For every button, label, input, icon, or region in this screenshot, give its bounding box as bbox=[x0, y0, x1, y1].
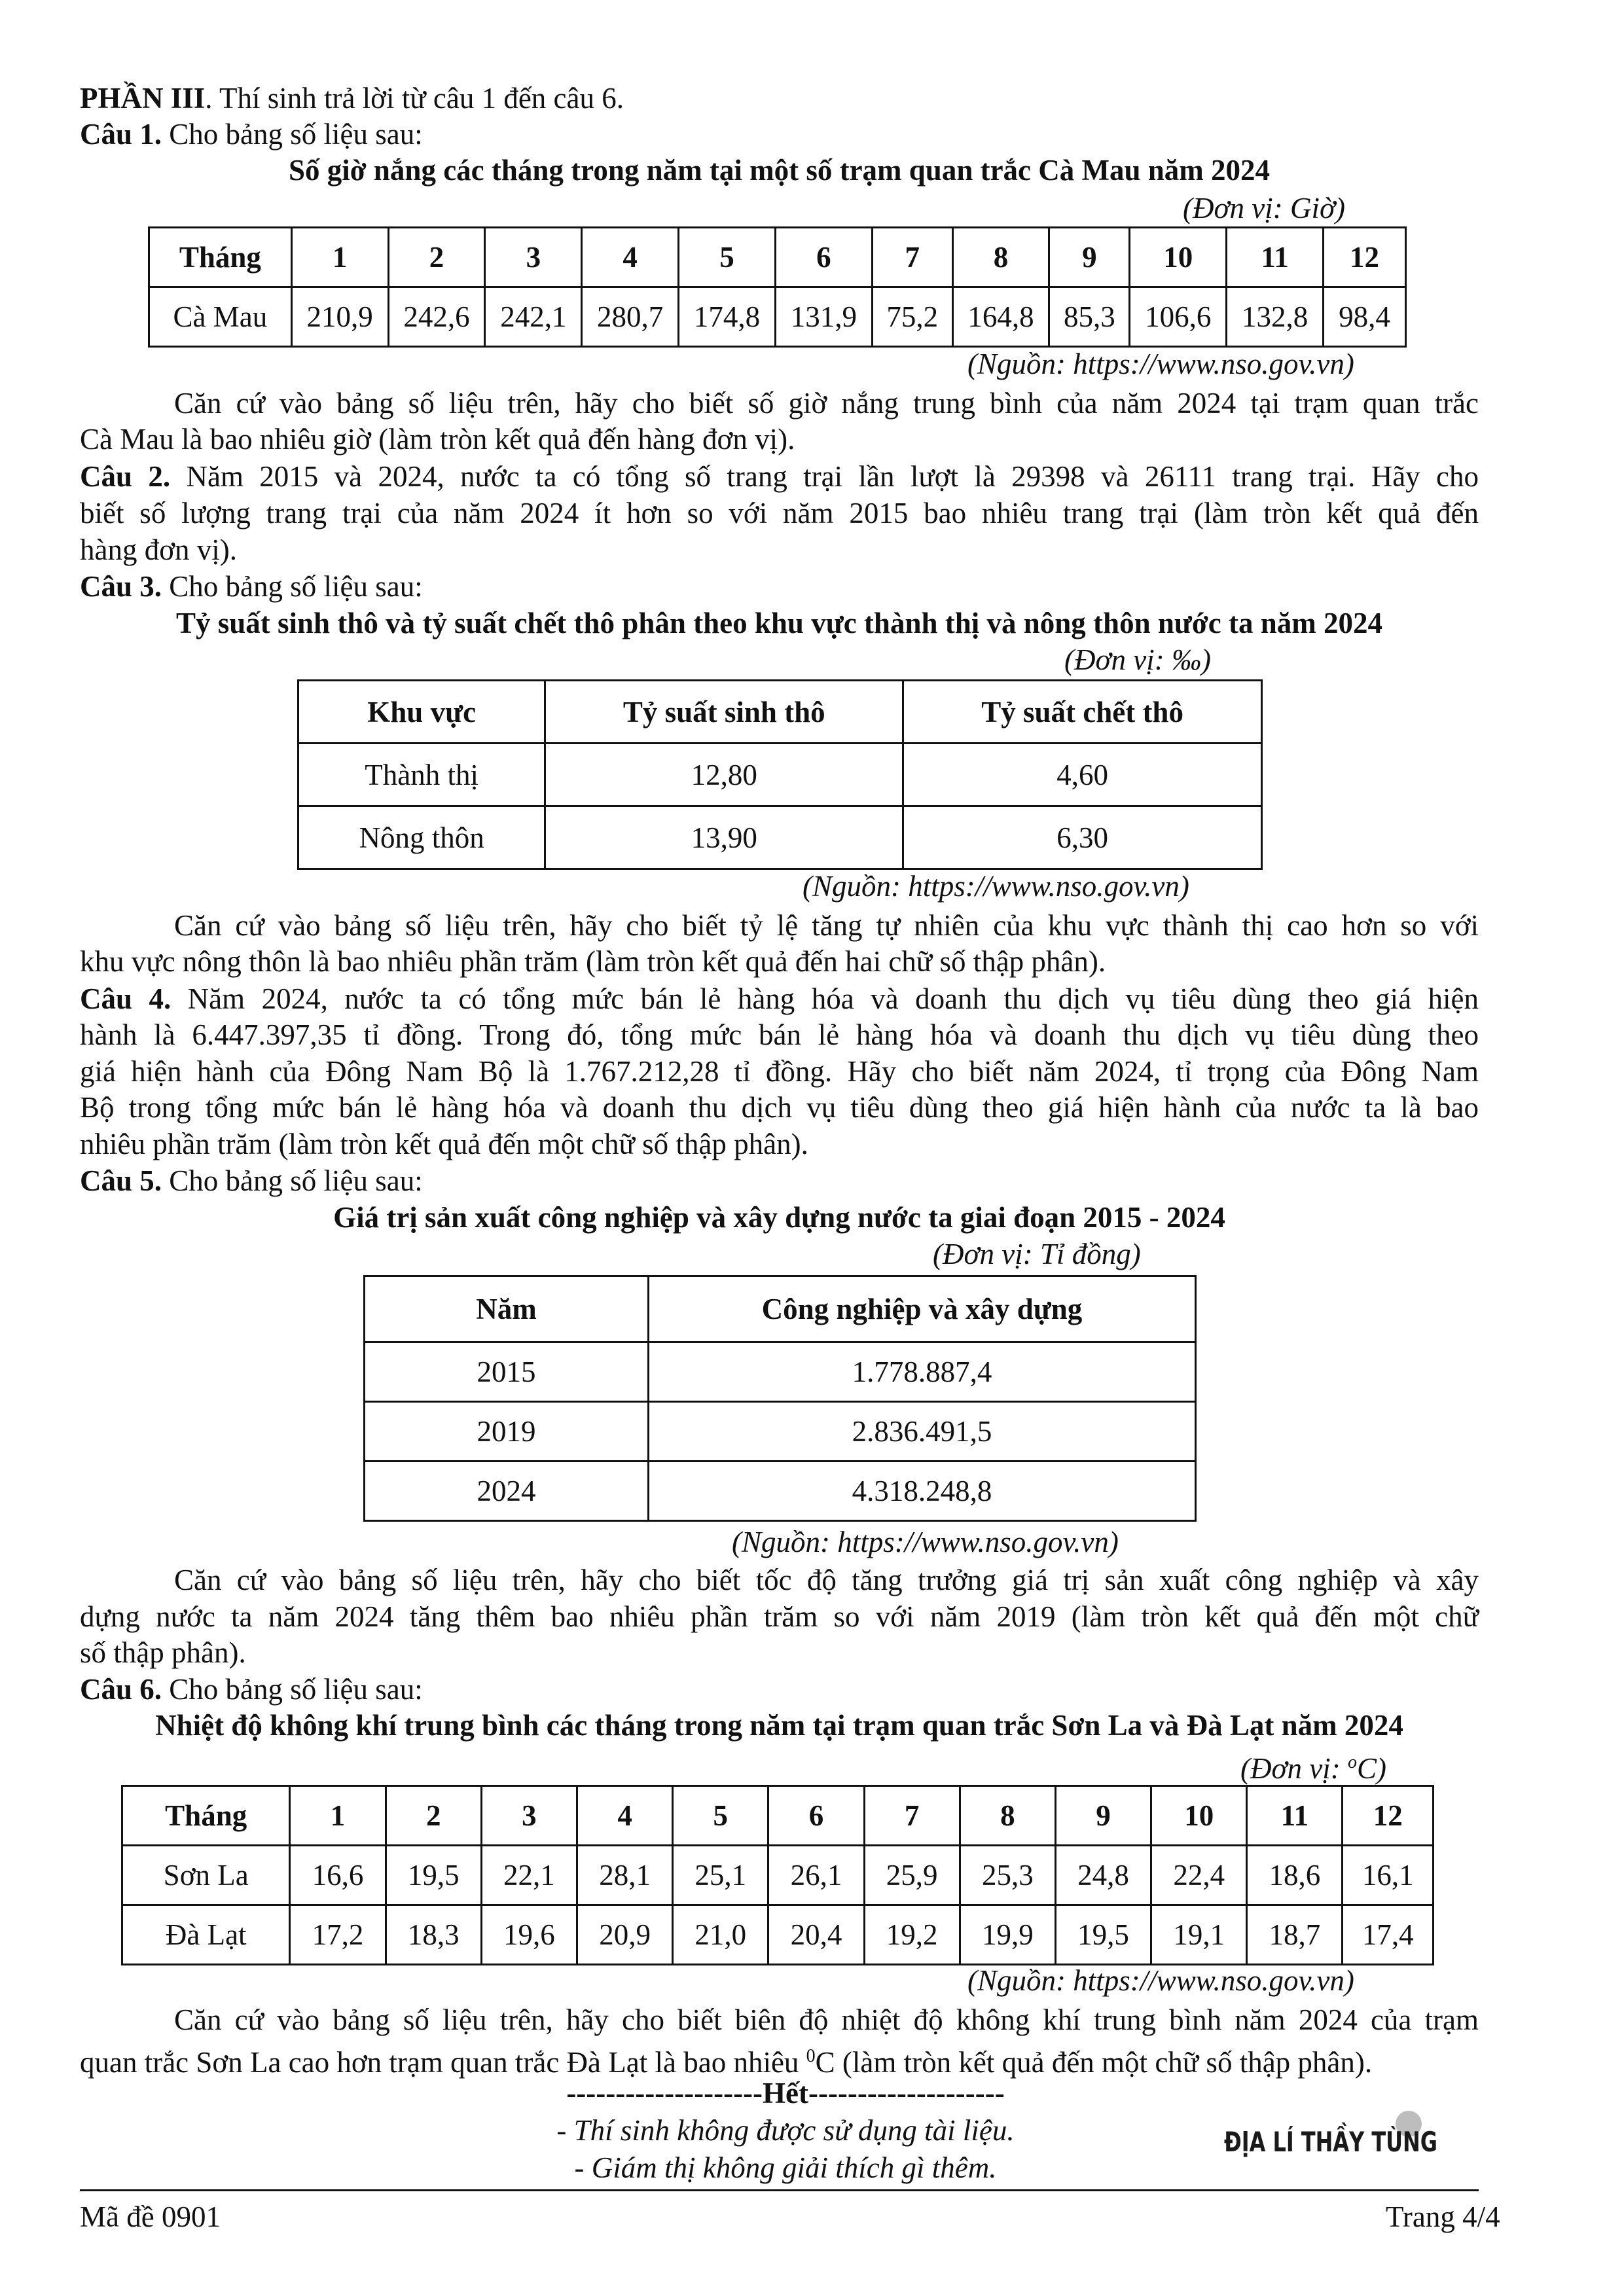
table-header-cell: 3 bbox=[481, 1786, 577, 1846]
question-4-line-1 bbox=[80, 980, 1479, 1017]
table-header-cell: Công nghiệp và xây dựng bbox=[648, 1276, 1195, 1342]
table-header-cell: 11 bbox=[1227, 228, 1324, 287]
table-cell: 18,3 bbox=[386, 1905, 481, 1965]
table-row bbox=[365, 1462, 1196, 1521]
table-header-cell: 4 bbox=[577, 1786, 672, 1846]
table-cell: Cà Mau bbox=[149, 287, 292, 347]
table-header-cell: Tỷ suất sinh thô bbox=[545, 681, 903, 744]
table-header-cell: 12 bbox=[1324, 228, 1406, 287]
table-3-header-row bbox=[298, 681, 1262, 744]
question-5-label: Câu 5. bbox=[80, 1164, 162, 1197]
table-cell: 18,7 bbox=[1247, 1905, 1343, 1965]
table-cell: 12,80 bbox=[545, 744, 903, 806]
table-header-cell: 10 bbox=[1151, 1786, 1247, 1846]
table-cell: 25,1 bbox=[673, 1846, 768, 1905]
question-5-text-line-1: Căn cứ vào bảng số liệu trên, hãy cho biết tốc độ tăng trưởng giá trị sản xuất công nghiệp và xây bbox=[174, 1564, 1479, 1596]
question-6-text-line-1: Căn cứ vào bảng số liệu trên, hãy cho biết biên độ nhiệt độ không khí trung bình năm 2024 của trạm bbox=[174, 2003, 1479, 2036]
table-header-cell: 6 bbox=[768, 1786, 864, 1846]
table-header-cell: 8 bbox=[960, 1786, 1055, 1846]
question-6-text: quan trắc Sơn La cao hơn trạm quan trắc Đà Lạt là bao nhiêu bbox=[80, 2046, 806, 2079]
table-cell: 19,6 bbox=[481, 1905, 577, 1965]
table-cell: 16,1 bbox=[1343, 1846, 1434, 1905]
table-5-title: Giá trị sản xuất công nghiệp và xây dựng nước ta giai đoạn 2015 - 2024 bbox=[333, 1201, 1225, 1234]
table-cell: Nông thôn bbox=[298, 806, 545, 869]
table-cell: 2015 bbox=[365, 1342, 649, 1402]
question-1-text-line-2: Cà Mau là bao nhiêu giờ (làm tròn kết quả đến hàng đơn vị). bbox=[80, 423, 795, 456]
question-6-intro bbox=[80, 1671, 423, 1708]
table-cell: 75,2 bbox=[872, 287, 952, 347]
question-4-line-2: hành là 6.447.397,35 tỉ đồng. Trong đó, tổng mức bán lẻ hàng hóa và doanh thu dịch vụ tiêu dùng theo bbox=[80, 1018, 1479, 1051]
table-header-cell: Khu vực bbox=[298, 681, 545, 744]
table-row bbox=[149, 287, 1406, 347]
table-header-cell: 12 bbox=[1343, 1786, 1434, 1846]
table-header-cell: 2 bbox=[388, 228, 485, 287]
exam-code: Mã đề 0901 bbox=[80, 2200, 221, 2233]
table-header-cell: 4 bbox=[582, 228, 679, 287]
degree-mark: 0 bbox=[806, 2046, 816, 2066]
part-header bbox=[80, 80, 624, 117]
question-3-text-line-2: khu vực nông thôn là bao nhiêu phần trăm (làm tròn kết quả đến hai chữ số thập phân). bbox=[80, 945, 1106, 978]
table-5-header-row bbox=[365, 1276, 1196, 1342]
table-cell: 242,1 bbox=[485, 287, 582, 347]
table-cell: 25,9 bbox=[864, 1846, 960, 1905]
table-1-title: Số giờ nắng các tháng trong năm tại một số trạm quan trắc Cà Mau năm 2024 bbox=[288, 154, 1271, 187]
table-cell: Thành thị bbox=[298, 744, 545, 806]
table-cell: 4,60 bbox=[903, 744, 1262, 806]
table-cell: 26,1 bbox=[768, 1846, 864, 1905]
end-marker: --------------------Hết-------------------- bbox=[566, 2077, 1005, 2109]
question-1-text-line-1: Căn cứ vào bảng số liệu trên, hãy cho biết số giờ nắng trung bình của năm 2024 tại trạm quan trắc bbox=[174, 387, 1479, 420]
table-3-title: Tỷ suất sinh thô và tỷ suất chết thô phân theo khu vực thành thị và nông thôn nước ta năm 2024 bbox=[175, 607, 1383, 639]
table-header-cell: 2 bbox=[386, 1786, 481, 1846]
question-4-line-4: Bộ trong tổng mức bán lẻ hàng hóa và doanh thu dịch vụ tiêu dùng theo giá hiện hành của nước ta là bao bbox=[80, 1091, 1479, 1124]
table-6-unit bbox=[1240, 1744, 1386, 1787]
table-cell: 21,0 bbox=[673, 1905, 768, 1965]
question-3-text-line-1: Căn cứ vào bảng số liệu trên, hãy cho biết tỷ lệ tăng tự nhiên của khu vực thành thị cao hơn so với bbox=[174, 909, 1479, 942]
question-4-label: Câu 4. bbox=[80, 982, 171, 1015]
footer-note-1: - Thí sinh không được sử dụng tài liệu. bbox=[556, 2114, 1015, 2147]
table-cell: 19,9 bbox=[960, 1905, 1055, 1965]
table-cell: 22,4 bbox=[1151, 1846, 1247, 1905]
table-cell: 174,8 bbox=[679, 287, 776, 347]
table-cell: 17,2 bbox=[290, 1905, 386, 1965]
table-6-source: (Nguồn: https://www.nso.gov.vn) bbox=[967, 1964, 1354, 1997]
table-cell: 2.836.491,5 bbox=[648, 1402, 1195, 1462]
table-header-cell: 7 bbox=[864, 1786, 960, 1846]
table-cell: 164,8 bbox=[952, 287, 1049, 347]
question-2-line-1 bbox=[80, 458, 1479, 495]
table-cell: 16,6 bbox=[290, 1846, 386, 1905]
table-cell: 25,3 bbox=[960, 1846, 1055, 1905]
table-cell: 28,1 bbox=[577, 1846, 672, 1905]
table-cell: 19,5 bbox=[386, 1846, 481, 1905]
question-1-intro-text: Cho bảng số liệu sau: bbox=[162, 118, 423, 151]
question-6-intro-text: Cho bảng số liệu sau: bbox=[162, 1673, 423, 1706]
table-row bbox=[122, 1846, 1434, 1905]
question-5-text-line-3: số thập phân). bbox=[80, 1636, 246, 1669]
table-1-unit: (Đơn vị: Giờ) bbox=[1183, 192, 1345, 224]
table-header-cell: Tháng bbox=[149, 228, 292, 287]
question-3-intro bbox=[80, 568, 423, 605]
question-3-intro-text: Cho bảng số liệu sau: bbox=[162, 570, 423, 603]
part-instruction: . Thí sinh trả lời từ câu 1 đến câu 6. bbox=[205, 82, 624, 115]
table-header-cell: 9 bbox=[1049, 228, 1130, 287]
table-header-cell: 6 bbox=[775, 228, 872, 287]
table-5-source: (Nguồn: https://www.nso.gov.vn) bbox=[732, 1526, 1119, 1558]
table-cell: 22,1 bbox=[481, 1846, 577, 1905]
table-header-cell: 9 bbox=[1055, 1786, 1151, 1846]
table-1-sunshine-hours bbox=[148, 226, 1407, 348]
table-header-cell: Tháng bbox=[122, 1786, 290, 1846]
table-6-air-temperature bbox=[121, 1785, 1434, 1965]
table-header-cell: 3 bbox=[485, 228, 582, 287]
table-cell: 20,4 bbox=[768, 1905, 864, 1965]
table-row bbox=[122, 1905, 1434, 1965]
table-cell: 6,30 bbox=[903, 806, 1262, 869]
question-2-line-3: hàng đơn vị). bbox=[80, 533, 238, 566]
table-1-header-row bbox=[149, 228, 1406, 287]
table-cell: 85,3 bbox=[1049, 287, 1130, 347]
table-cell: 24,8 bbox=[1055, 1846, 1151, 1905]
part-label: PHẦN III bbox=[80, 82, 206, 115]
table-cell: 19,5 bbox=[1055, 1905, 1151, 1965]
footer-note-2: - Giám thị không giải thích gì thêm. bbox=[574, 2151, 997, 2184]
question-2-label: Câu 2. bbox=[80, 460, 171, 493]
table-cell: 280,7 bbox=[582, 287, 679, 347]
table-cell: 242,6 bbox=[388, 287, 485, 347]
question-1-label: Câu 1. bbox=[80, 118, 162, 151]
question-4-text: Năm 2024, nước ta có tổng mức bán lẻ hàng hóa và doanh thu dịch vụ tiêu dùng theo giá hiện bbox=[171, 982, 1479, 1015]
table-header-cell: 7 bbox=[872, 228, 952, 287]
question-5-intro-text: Cho bảng số liệu sau: bbox=[162, 1164, 423, 1197]
table-cell: Đà Lạt bbox=[122, 1905, 290, 1965]
table-cell: 98,4 bbox=[1324, 287, 1406, 347]
unit-suffix: C) bbox=[1356, 1752, 1386, 1785]
table-cell: 19,2 bbox=[864, 1905, 960, 1965]
table-row bbox=[298, 806, 1262, 869]
table-cell: Sơn La bbox=[122, 1846, 290, 1905]
table-row bbox=[365, 1342, 1196, 1402]
table-cell: 132,8 bbox=[1227, 287, 1324, 347]
table-5-unit: (Đơn vị: Tỉ đồng) bbox=[933, 1238, 1141, 1270]
table-5-industrial-output bbox=[363, 1275, 1197, 1522]
table-3-birth-death-rates bbox=[297, 679, 1263, 870]
table-header-cell: 5 bbox=[679, 228, 776, 287]
table-cell: 13,90 bbox=[545, 806, 903, 869]
table-6-header-row bbox=[122, 1786, 1434, 1846]
question-3-label: Câu 3. bbox=[80, 570, 162, 603]
table-header-cell: 5 bbox=[673, 1786, 768, 1846]
question-2-line-2: biết số lượng trang trại của năm 2024 ít hơn so với năm 2015 bao nhiêu trang trại (làm tròn kết quả đến bbox=[80, 497, 1479, 529]
question-6-text-end: C (làm tròn kết quả đến một chữ số thập phân). bbox=[815, 2046, 1373, 2079]
table-header-cell: Tỷ suất chết thô bbox=[903, 681, 1262, 744]
table-cell: 1.778.887,4 bbox=[648, 1342, 1195, 1402]
brand-logo bbox=[1221, 2109, 1505, 2162]
table-header-cell: 1 bbox=[291, 228, 388, 287]
footer-divider bbox=[80, 2189, 1479, 2191]
table-cell: 20,9 bbox=[577, 1905, 672, 1965]
table-1-source: (Nguồn: https://www.nso.gov.vn) bbox=[967, 348, 1354, 380]
table-cell: 106,6 bbox=[1130, 287, 1227, 347]
question-5-text-line-2: dựng nước ta năm 2024 tăng thêm bao nhiêu phần trăm so với năm 2019 (làm tròn kết quả đến một chữ bbox=[80, 1600, 1479, 1633]
question-1-intro bbox=[80, 116, 423, 152]
table-cell: 19,1 bbox=[1151, 1905, 1247, 1965]
page-number: Trang 4/4 bbox=[1386, 2200, 1500, 2233]
brand-logo-mark bbox=[1221, 2109, 1505, 2162]
table-3-source: (Nguồn: https://www.nso.gov.vn) bbox=[803, 870, 1189, 903]
table-cell: 2019 bbox=[365, 1402, 649, 1462]
table-cell: 17,4 bbox=[1343, 1905, 1434, 1965]
table-header-cell: 1 bbox=[290, 1786, 386, 1846]
table-cell: 210,9 bbox=[291, 287, 388, 347]
question-2-text: Năm 2015 và 2024, nước ta có tổng số trang trại lần lượt là 29398 và 26111 trang trại. Hãy cho bbox=[170, 460, 1479, 493]
table-row bbox=[365, 1402, 1196, 1462]
unit-prefix: (Đơn vị: bbox=[1240, 1752, 1348, 1785]
table-header-cell: Năm bbox=[365, 1276, 649, 1342]
table-cell: 18,6 bbox=[1247, 1846, 1343, 1905]
table-cell: 2024 bbox=[365, 1462, 649, 1521]
table-row bbox=[298, 744, 1262, 806]
table-header-cell: 8 bbox=[952, 228, 1049, 287]
table-header-cell: 10 bbox=[1130, 228, 1227, 287]
brand-logo-text: ĐỊA LÍ THẦY TÙNG bbox=[1224, 2126, 1505, 2158]
table-cell: 131,9 bbox=[775, 287, 872, 347]
table-cell: 4.318.248,8 bbox=[648, 1462, 1195, 1521]
question-5-intro bbox=[80, 1162, 423, 1199]
question-6-label: Câu 6. bbox=[80, 1673, 162, 1706]
question-4-line-5: nhiêu phần trăm (làm tròn kết quả đến một chữ số thập phân). bbox=[80, 1128, 808, 1160]
table-3-unit: (Đơn vị: ‰) bbox=[1064, 643, 1211, 676]
question-4-line-3: giá hiện hành của Đông Nam Bộ là 1.767.212,28 tỉ đồng. Hãy cho biết năm 2024, tỉ trọng của Đông Nam bbox=[80, 1055, 1479, 1088]
table-6-title: Nhiệt độ không khí trung bình các tháng trong năm tại trạm quan trắc Sơn La và Đà Lạt năm 2024 bbox=[155, 1709, 1403, 1742]
degree-mark: o bbox=[1347, 1752, 1357, 1772]
table-header-cell: 11 bbox=[1247, 1786, 1343, 1846]
